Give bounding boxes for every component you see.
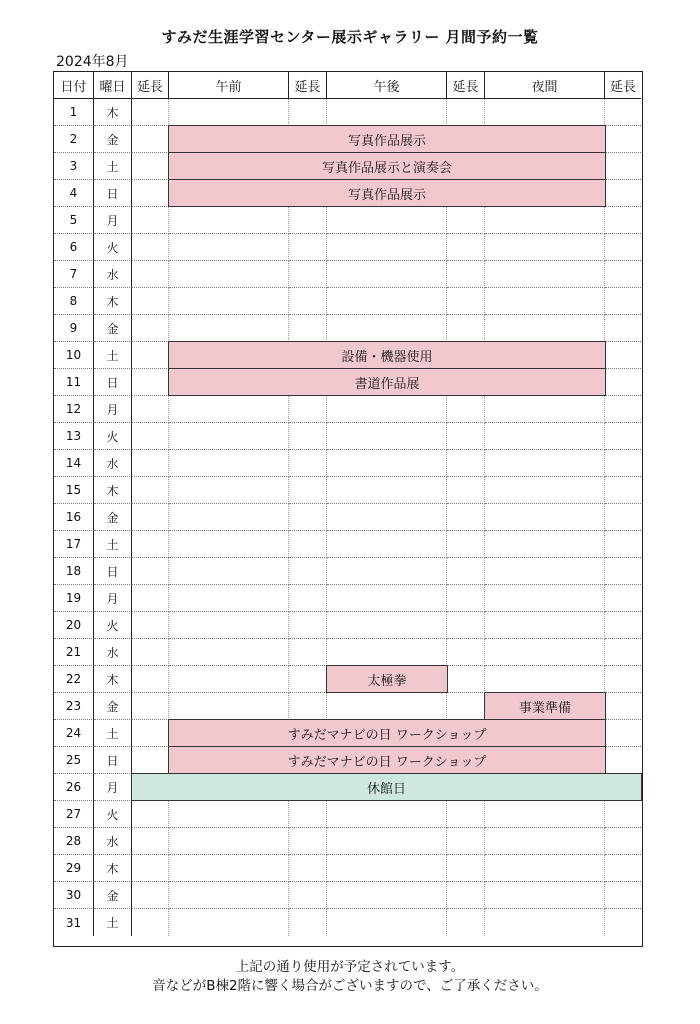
slot-cell-ext xyxy=(447,504,485,531)
row-weekday: 土 xyxy=(94,153,132,180)
slot-cell-night xyxy=(485,585,605,612)
slot-cell-morning xyxy=(169,261,289,288)
slot-cell-afternoon xyxy=(327,450,447,477)
row-weekday: 木 xyxy=(94,288,132,315)
slot-cell-ext xyxy=(289,99,327,126)
slot-cell-night xyxy=(485,234,605,261)
slot-cell-night xyxy=(485,261,605,288)
slot-cell-morning xyxy=(169,801,289,828)
row-day: 6 xyxy=(54,234,94,261)
slot-cell-ext xyxy=(289,666,327,693)
slot-cell-ext xyxy=(447,450,485,477)
row-weekday: 火 xyxy=(94,801,132,828)
column-header-ext: 延長 xyxy=(289,72,327,99)
slot-cell-morning xyxy=(169,234,289,261)
slot-cell-ext xyxy=(605,288,641,315)
slot-cell-ext xyxy=(447,855,485,882)
slot-cell-morning xyxy=(169,531,289,558)
slot-cell-ext xyxy=(447,423,485,450)
slot-cell-ext xyxy=(132,342,169,369)
slot-cell-ext xyxy=(132,693,169,720)
slot-cell-afternoon xyxy=(327,504,447,531)
slot-cell-ext xyxy=(132,828,169,855)
row-day: 7 xyxy=(54,261,94,288)
slot-cell-ext xyxy=(132,855,169,882)
row-day: 2 xyxy=(54,126,94,153)
row-weekday: 木 xyxy=(94,855,132,882)
month-label: 2024年8月 xyxy=(56,54,129,70)
slot-cell-afternoon xyxy=(327,612,447,639)
slot-cell-ext xyxy=(605,855,641,882)
row-weekday: 火 xyxy=(94,234,132,261)
slot-cell-ext xyxy=(605,531,641,558)
row-weekday: 水 xyxy=(94,828,132,855)
slot-cell-ext xyxy=(132,801,169,828)
slot-cell-ext xyxy=(447,882,485,909)
row-weekday: 金 xyxy=(94,126,132,153)
slot-cell-ext xyxy=(605,828,641,855)
slot-cell-ext xyxy=(132,477,169,504)
slot-cell-ext xyxy=(132,126,169,153)
row-weekday: 月 xyxy=(94,207,132,234)
slot-cell-ext xyxy=(447,828,485,855)
slot-cell-ext xyxy=(605,234,641,261)
slot-cell-ext xyxy=(605,585,641,612)
slot-cell-ext xyxy=(447,558,485,585)
slot-cell-afternoon xyxy=(327,234,447,261)
footer-note-2: 音などがB棟2階に響く場合がございますので、ご了承ください。 xyxy=(152,978,548,994)
reservation-block: 事業準備 xyxy=(484,692,606,720)
slot-cell-ext xyxy=(289,693,327,720)
slot-cell-night xyxy=(485,558,605,585)
slot-cell-night xyxy=(485,828,605,855)
slot-cell-ext xyxy=(605,423,641,450)
slot-cell-morning xyxy=(169,882,289,909)
slot-cell-ext xyxy=(605,126,641,153)
row-weekday: 日 xyxy=(94,180,132,207)
row-weekday: 水 xyxy=(94,450,132,477)
slot-cell-night xyxy=(485,612,605,639)
slot-cell-afternoon xyxy=(327,828,447,855)
slot-cell-ext xyxy=(289,612,327,639)
slot-cell-ext xyxy=(447,909,485,936)
slot-cell-ext xyxy=(132,423,169,450)
slot-cell-ext xyxy=(605,450,641,477)
row-day: 18 xyxy=(54,558,94,585)
row-weekday: 月 xyxy=(94,585,132,612)
slot-cell-ext xyxy=(132,261,169,288)
slot-cell-ext xyxy=(132,207,169,234)
slot-cell-ext xyxy=(447,234,485,261)
slot-cell-afternoon xyxy=(327,288,447,315)
slot-cell-ext xyxy=(289,261,327,288)
reservation-table xyxy=(53,71,643,947)
slot-cell-night xyxy=(485,288,605,315)
row-weekday: 月 xyxy=(94,396,132,423)
slot-cell-morning xyxy=(169,693,289,720)
slot-cell-ext xyxy=(447,693,485,720)
slot-cell-ext xyxy=(605,666,641,693)
slot-cell-ext xyxy=(289,531,327,558)
slot-cell-ext xyxy=(289,207,327,234)
row-weekday: 土 xyxy=(94,531,132,558)
row-day: 19 xyxy=(54,585,94,612)
slot-cell-ext xyxy=(132,612,169,639)
slot-cell-ext xyxy=(605,558,641,585)
slot-cell-morning xyxy=(169,558,289,585)
row-weekday: 日 xyxy=(94,369,132,396)
row-day: 14 xyxy=(54,450,94,477)
row-day: 13 xyxy=(54,423,94,450)
row-day: 3 xyxy=(54,153,94,180)
row-weekday: 金 xyxy=(94,693,132,720)
reservation-block: 写真作品展示 xyxy=(168,179,606,207)
slot-cell-afternoon xyxy=(327,423,447,450)
slot-cell-morning xyxy=(169,450,289,477)
slot-cell-night xyxy=(485,207,605,234)
row-day: 24 xyxy=(54,720,94,747)
row-day: 4 xyxy=(54,180,94,207)
slot-cell-night xyxy=(485,423,605,450)
slot-cell-ext xyxy=(132,99,169,126)
reservation-block: 太極拳 xyxy=(326,665,448,693)
slot-cell-night xyxy=(485,882,605,909)
row-day: 17 xyxy=(54,531,94,558)
row-day: 5 xyxy=(54,207,94,234)
row-weekday: 火 xyxy=(94,423,132,450)
slot-cell-ext xyxy=(132,882,169,909)
slot-cell-morning xyxy=(169,504,289,531)
slot-cell-ext xyxy=(447,585,485,612)
row-weekday: 月 xyxy=(94,774,132,801)
row-day: 11 xyxy=(54,369,94,396)
slot-cell-ext xyxy=(289,909,327,936)
slot-cell-afternoon xyxy=(327,909,447,936)
column-header-date: 日付 xyxy=(54,72,94,99)
column-header-night: 夜間 xyxy=(485,72,605,99)
slot-cell-ext xyxy=(289,234,327,261)
slot-cell-afternoon xyxy=(327,855,447,882)
slot-cell-morning xyxy=(169,423,289,450)
slot-cell-ext xyxy=(289,801,327,828)
row-weekday: 木 xyxy=(94,477,132,504)
column-header-ext: 延長 xyxy=(447,72,485,99)
row-weekday: 火 xyxy=(94,612,132,639)
slot-cell-ext xyxy=(447,531,485,558)
slot-cell-ext xyxy=(605,747,641,774)
slot-cell-ext xyxy=(447,477,485,504)
slot-cell-night xyxy=(485,801,605,828)
slot-cell-ext xyxy=(605,504,641,531)
slot-cell-night xyxy=(485,639,605,666)
row-weekday: 日 xyxy=(94,747,132,774)
reservation-block: すみだマナビの日 ワークショップ xyxy=(168,746,606,774)
slot-cell-afternoon xyxy=(327,585,447,612)
reservation-block: 写真作品展示 xyxy=(168,125,606,153)
slot-cell-ext xyxy=(605,396,641,423)
row-day: 15 xyxy=(54,477,94,504)
slot-cell-afternoon xyxy=(327,801,447,828)
slot-cell-ext xyxy=(132,666,169,693)
slot-cell-ext xyxy=(447,288,485,315)
slot-cell-ext xyxy=(289,477,327,504)
row-day: 20 xyxy=(54,612,94,639)
reservation-block: 設備・機器使用 xyxy=(168,341,606,369)
column-header-afternoon: 午後 xyxy=(327,72,447,99)
slot-cell-morning xyxy=(169,585,289,612)
slot-cell-morning xyxy=(169,288,289,315)
row-day: 31 xyxy=(54,909,94,936)
slot-cell-ext xyxy=(605,477,641,504)
slot-cell-ext xyxy=(605,315,641,342)
slot-cell-afternoon xyxy=(327,261,447,288)
slot-cell-ext xyxy=(132,315,169,342)
slot-cell-morning xyxy=(169,99,289,126)
row-day: 30 xyxy=(54,882,94,909)
row-day: 29 xyxy=(54,855,94,882)
slot-cell-night xyxy=(485,477,605,504)
row-day: 21 xyxy=(54,639,94,666)
slot-cell-afternoon xyxy=(327,882,447,909)
reservation-block: 休館日 xyxy=(131,773,642,801)
slot-cell-morning xyxy=(169,315,289,342)
slot-cell-ext xyxy=(605,882,641,909)
row-day: 16 xyxy=(54,504,94,531)
slot-cell-morning xyxy=(169,909,289,936)
row-day: 12 xyxy=(54,396,94,423)
slot-cell-night xyxy=(485,909,605,936)
slot-cell-ext xyxy=(289,450,327,477)
slot-cell-ext xyxy=(289,855,327,882)
slot-cell-afternoon xyxy=(327,315,447,342)
slot-cell-ext xyxy=(289,828,327,855)
slot-cell-ext xyxy=(447,261,485,288)
slot-cell-ext xyxy=(132,639,169,666)
slot-cell-ext xyxy=(605,693,641,720)
slot-cell-ext xyxy=(132,747,169,774)
row-weekday: 木 xyxy=(94,99,132,126)
slot-cell-night xyxy=(485,531,605,558)
slot-cell-ext xyxy=(132,234,169,261)
slot-cell-ext xyxy=(605,207,641,234)
row-day: 25 xyxy=(54,747,94,774)
slot-cell-afternoon xyxy=(327,693,447,720)
slot-cell-ext xyxy=(132,504,169,531)
slot-cell-night xyxy=(485,504,605,531)
slot-cell-morning xyxy=(169,666,289,693)
row-weekday: 金 xyxy=(94,504,132,531)
slot-cell-ext xyxy=(605,909,641,936)
slot-cell-ext xyxy=(605,801,641,828)
reservation-block: 写真作品展示と演奏会 xyxy=(168,152,606,180)
slot-cell-ext xyxy=(132,153,169,180)
row-day: 10 xyxy=(54,342,94,369)
row-day: 28 xyxy=(54,828,94,855)
slot-cell-night xyxy=(485,396,605,423)
slot-cell-ext xyxy=(605,261,641,288)
page-title: すみだ生涯学習センター展示ギャラリー 月間予約一覧 xyxy=(161,28,539,46)
slot-cell-morning xyxy=(169,396,289,423)
slot-cell-ext xyxy=(132,585,169,612)
slot-cell-ext xyxy=(447,639,485,666)
slot-cell-ext xyxy=(447,666,485,693)
slot-cell-ext xyxy=(289,585,327,612)
slot-cell-ext xyxy=(605,639,641,666)
slot-cell-ext xyxy=(447,612,485,639)
row-weekday: 金 xyxy=(94,882,132,909)
slot-cell-afternoon xyxy=(327,396,447,423)
slot-cell-ext xyxy=(289,639,327,666)
slot-cell-afternoon xyxy=(327,477,447,504)
row-day: 9 xyxy=(54,315,94,342)
slot-cell-morning xyxy=(169,477,289,504)
row-day: 1 xyxy=(54,99,94,126)
row-weekday: 水 xyxy=(94,639,132,666)
row-day: 22 xyxy=(54,666,94,693)
slot-cell-ext xyxy=(132,450,169,477)
slot-cell-ext xyxy=(132,396,169,423)
slot-cell-ext xyxy=(605,153,641,180)
slot-cell-ext xyxy=(447,396,485,423)
slot-cell-ext xyxy=(447,207,485,234)
slot-cell-ext xyxy=(605,612,641,639)
slot-cell-night xyxy=(485,315,605,342)
column-header-ext: 延長 xyxy=(132,72,169,99)
slot-cell-afternoon xyxy=(327,558,447,585)
slot-cell-night xyxy=(485,666,605,693)
slot-cell-ext xyxy=(447,801,485,828)
column-header-ext: 延長 xyxy=(605,72,641,99)
footer-note-1: 上記の通り使用が予定されています。 xyxy=(235,959,465,975)
slot-cell-night xyxy=(485,99,605,126)
row-weekday: 木 xyxy=(94,666,132,693)
row-day: 27 xyxy=(54,801,94,828)
row-weekday: 土 xyxy=(94,342,132,369)
row-weekday: 日 xyxy=(94,558,132,585)
slot-cell-afternoon xyxy=(327,99,447,126)
slot-cell-morning xyxy=(169,207,289,234)
slot-cell-ext xyxy=(605,720,641,747)
slot-cell-afternoon xyxy=(327,531,447,558)
slot-cell-afternoon xyxy=(327,207,447,234)
row-day: 8 xyxy=(54,288,94,315)
row-day: 23 xyxy=(54,693,94,720)
slot-cell-ext xyxy=(132,531,169,558)
slot-cell-morning xyxy=(169,612,289,639)
slot-cell-ext xyxy=(447,99,485,126)
row-weekday: 金 xyxy=(94,315,132,342)
slot-cell-ext xyxy=(132,288,169,315)
slot-cell-ext xyxy=(132,558,169,585)
slot-cell-morning xyxy=(169,828,289,855)
slot-cell-ext xyxy=(132,180,169,207)
slot-cell-ext xyxy=(605,369,641,396)
slot-cell-ext xyxy=(132,909,169,936)
row-weekday: 水 xyxy=(94,261,132,288)
slot-cell-ext xyxy=(132,720,169,747)
slot-cell-ext xyxy=(289,882,327,909)
reservation-block: すみだマナビの日 ワークショップ xyxy=(168,719,606,747)
slot-cell-ext xyxy=(289,288,327,315)
slot-cell-ext xyxy=(605,180,641,207)
slot-cell-ext xyxy=(289,396,327,423)
slot-cell-night xyxy=(485,855,605,882)
row-weekday: 土 xyxy=(94,909,132,936)
reservation-block: 書道作品展 xyxy=(168,368,606,396)
slot-cell-morning xyxy=(169,639,289,666)
column-header-weekday: 曜日 xyxy=(94,72,132,99)
slot-cell-morning xyxy=(169,855,289,882)
row-day: 26 xyxy=(54,774,94,801)
slot-cell-ext xyxy=(289,558,327,585)
column-header-morning: 午前 xyxy=(169,72,289,99)
slot-cell-ext xyxy=(605,99,641,126)
slot-cell-ext xyxy=(289,423,327,450)
slot-cell-ext xyxy=(605,342,641,369)
slot-cell-ext xyxy=(289,315,327,342)
slot-cell-ext xyxy=(289,504,327,531)
slot-cell-night xyxy=(485,450,605,477)
slot-cell-ext xyxy=(132,369,169,396)
slot-cell-ext xyxy=(447,315,485,342)
row-weekday: 土 xyxy=(94,720,132,747)
slot-cell-afternoon xyxy=(327,639,447,666)
